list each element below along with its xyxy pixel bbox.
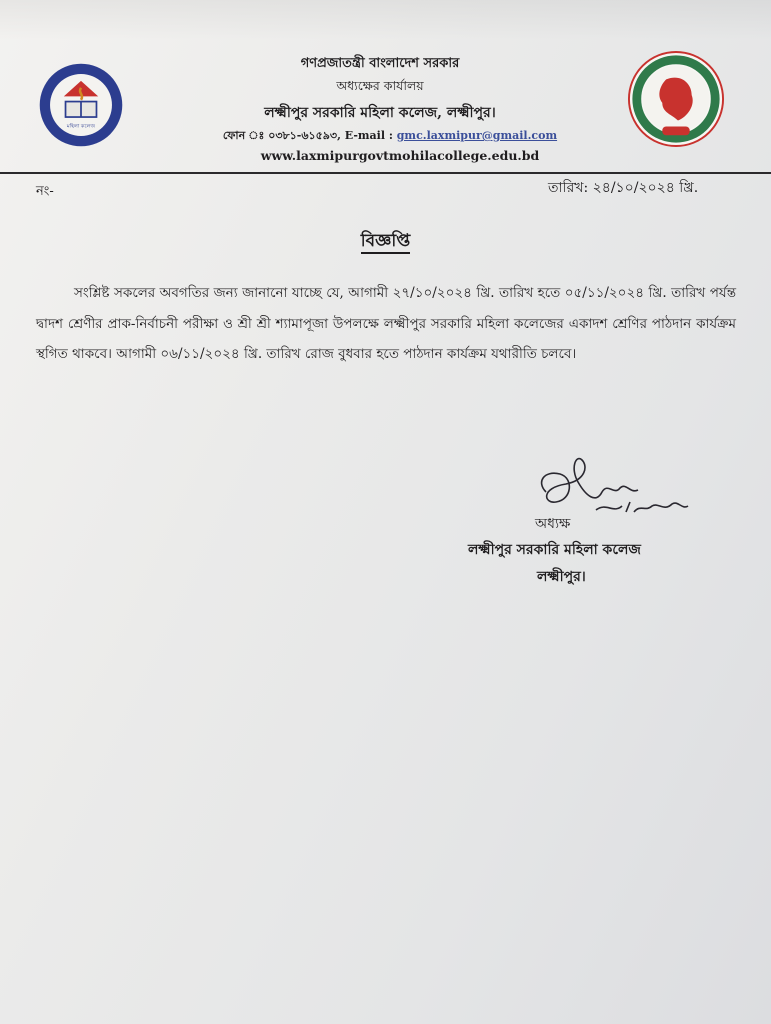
phone-text: ফোন ঃ ০৩৮১-৬১৫৯৩, E-mail : bbox=[222, 129, 397, 142]
notice-body bbox=[36, 278, 736, 370]
reference-number: নং- bbox=[36, 184, 54, 199]
college-logo-icon bbox=[38, 62, 124, 148]
signatory-institution: লক্ষ্মীপুর সরকারি মহিলা কলেজ bbox=[468, 542, 641, 558]
notice-date: তারিখ: ২৪/১০/২০২৪ খ্রি. bbox=[548, 180, 699, 196]
notice-paragraph: সংশ্লিষ্ট সকলের অবগতির জন্য জানানো যাচ্ছে যে, আগামী ২৭/১০/২০২৪ খ্রি. তারিখ হতে ০৫/১১/২০২৪ খ্রি. তারিখ পর্যন্ত দ্বাদশ শ্রেণীর প্রাক-নির্বাচনী পরীক্ষা ও শ্রী শ্রী শ্যামাপূজা উপলক্ষে লক্ষ্মীপুর সরকারি মহিলা কলেজের একাদশ শ্রেণির পাঠদান কার্যক্রম স্থগিত থাকবে। আগামী ০৬/১১/২০২৪ খ্রি. তারিখ রোজ বুধবার হতে পাঠদান কার্যক্রম যথারীতি চলবে। bbox=[36, 285, 736, 362]
notice-title bbox=[0, 228, 771, 256]
signatory-designation: অধ্যক্ষ bbox=[535, 516, 571, 532]
email-link[interactable]: gmc.laxmipur@gmail.com bbox=[396, 129, 558, 142]
government-seal-icon bbox=[627, 50, 725, 148]
office-heading: অধ্যক্ষের কার্যালয় bbox=[336, 78, 424, 93]
header-divider bbox=[0, 172, 771, 174]
contact-line bbox=[140, 127, 640, 146]
svg-text:মহিলা কলেজ: মহিলা কলেজ bbox=[66, 123, 96, 130]
govt-heading: গণপ্রজাতন্ত্রী বাংলাদেশ সরকার bbox=[300, 56, 460, 71]
college-heading: লক্ষ্মীপুর সরকারি মহিলা কলেজ, লক্ষ্মীপুর। bbox=[264, 105, 496, 121]
notice-title-text: বিজ্ঞপ্তি bbox=[361, 231, 410, 254]
paper-shadow bbox=[0, 0, 771, 40]
website-text[interactable]: www.laxmipurgovtmohilacollege.edu.bd bbox=[260, 148, 540, 163]
signatory-place: লক্ষ্মীপুর। bbox=[537, 569, 586, 585]
